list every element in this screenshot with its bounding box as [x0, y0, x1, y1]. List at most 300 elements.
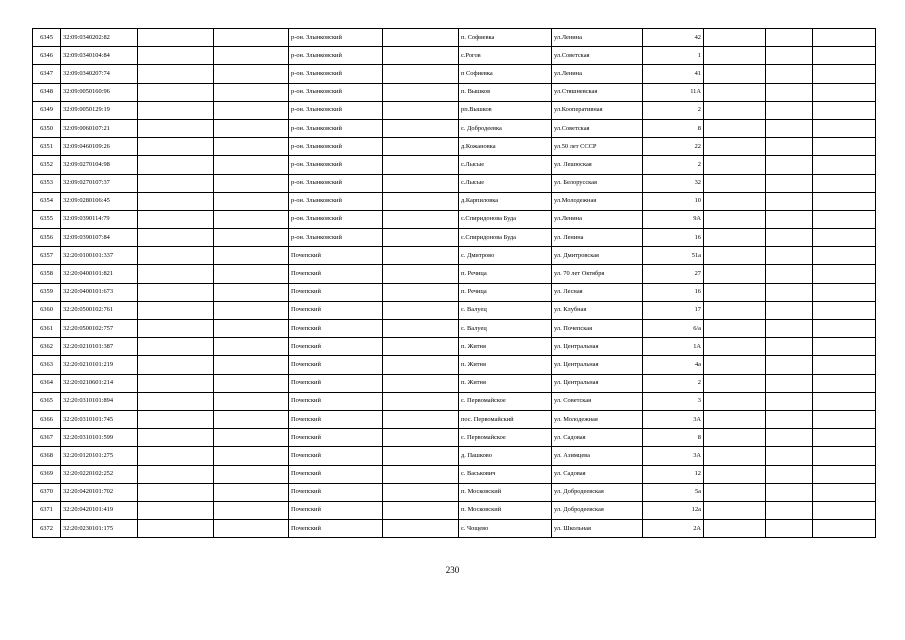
- empty-cell: [138, 138, 214, 156]
- empty-cell: [704, 174, 766, 192]
- empty-cell: [813, 229, 876, 247]
- cadastral-number-cell: 32:20:0420101:702: [61, 483, 138, 501]
- locality-cell: п. Московский: [459, 483, 552, 501]
- cadastral-number-cell: 32:09:0060107:21: [61, 119, 138, 137]
- empty-cell: [704, 210, 766, 228]
- district-cell: Почепский: [289, 501, 383, 519]
- empty-cell: [138, 192, 214, 210]
- empty-cell: [383, 101, 459, 119]
- row-number-cell: 6351: [33, 138, 61, 156]
- table-row: [33, 192, 876, 210]
- empty-cell: [813, 320, 876, 338]
- empty-cell: [383, 356, 459, 374]
- table-row: [33, 501, 876, 519]
- house-number-cell: 17: [643, 301, 704, 319]
- house-number-cell: 6/а: [643, 320, 704, 338]
- house-number-cell: 41: [643, 65, 704, 83]
- empty-cell: [214, 374, 289, 392]
- row-number-cell: 6366: [33, 410, 61, 428]
- empty-cell: [704, 465, 766, 483]
- house-number-cell: 8: [643, 429, 704, 447]
- house-number-cell: 16: [643, 283, 704, 301]
- locality-cell: с. Васькович: [459, 465, 552, 483]
- empty-cell: [138, 465, 214, 483]
- house-number-cell: 2: [643, 374, 704, 392]
- table-row: [33, 101, 876, 119]
- empty-cell: [138, 429, 214, 447]
- street-cell: ул. Молодежная: [552, 410, 643, 428]
- table-row: [33, 465, 876, 483]
- empty-cell: [704, 138, 766, 156]
- house-number-cell: 8: [643, 119, 704, 137]
- district-cell: р-он. Злынковский: [289, 119, 383, 137]
- empty-cell: [138, 247, 214, 265]
- district-cell: р-он. Злынковский: [289, 138, 383, 156]
- row-number-cell: 6370: [33, 483, 61, 501]
- house-number-cell: 32: [643, 174, 704, 192]
- empty-cell: [214, 320, 289, 338]
- house-number-cell: 22: [643, 138, 704, 156]
- empty-cell: [138, 301, 214, 319]
- cadastral-number-cell: 32:09:0270104:98: [61, 156, 138, 174]
- district-cell: Почепский: [289, 465, 383, 483]
- empty-cell: [138, 156, 214, 174]
- empty-cell: [214, 501, 289, 519]
- street-cell: ул. Дмитровская: [552, 247, 643, 265]
- district-cell: Почепский: [289, 338, 383, 356]
- street-cell: ул. Добродеевская: [552, 483, 643, 501]
- empty-cell: [704, 101, 766, 119]
- empty-cell: [766, 247, 813, 265]
- district-cell: Почепский: [289, 483, 383, 501]
- table-row: [33, 410, 876, 428]
- empty-cell: [214, 301, 289, 319]
- locality-cell: с.Рогов: [459, 47, 552, 65]
- empty-cell: [766, 210, 813, 228]
- empty-cell: [383, 374, 459, 392]
- empty-cell: [383, 210, 459, 228]
- empty-cell: [383, 301, 459, 319]
- house-number-cell: 2: [643, 101, 704, 119]
- cadastral-number-cell: 32:20:0220102:252: [61, 465, 138, 483]
- table-row: [33, 447, 876, 465]
- locality-cell: с.Спиридонова Буда: [459, 210, 552, 228]
- street-cell: ул.Молодежная: [552, 192, 643, 210]
- empty-cell: [138, 356, 214, 374]
- empty-cell: [138, 374, 214, 392]
- empty-cell: [704, 119, 766, 137]
- empty-cell: [138, 265, 214, 283]
- table-row: [33, 119, 876, 137]
- row-number-cell: 6353: [33, 174, 61, 192]
- district-cell: Почепский: [289, 410, 383, 428]
- table-row: [33, 301, 876, 319]
- street-cell: ул.Ленина: [552, 65, 643, 83]
- cadastral-number-cell: 32:09:0050160:96: [61, 83, 138, 101]
- table-row: [33, 247, 876, 265]
- empty-cell: [766, 501, 813, 519]
- locality-cell: п. Софиевка: [459, 29, 552, 47]
- table-row: [33, 83, 876, 101]
- empty-cell: [813, 156, 876, 174]
- empty-cell: [813, 356, 876, 374]
- house-number-cell: 11А: [643, 83, 704, 101]
- empty-cell: [813, 47, 876, 65]
- empty-cell: [704, 520, 766, 538]
- empty-cell: [813, 29, 876, 47]
- row-number-cell: 6360: [33, 301, 61, 319]
- empty-cell: [704, 156, 766, 174]
- table-row: [33, 210, 876, 228]
- empty-cell: [704, 338, 766, 356]
- empty-cell: [813, 483, 876, 501]
- empty-cell: [813, 283, 876, 301]
- empty-cell: [214, 229, 289, 247]
- street-cell: ул. Клубная: [552, 301, 643, 319]
- row-number-cell: 6347: [33, 65, 61, 83]
- empty-cell: [383, 192, 459, 210]
- locality-cell: п. Московский: [459, 501, 552, 519]
- locality-cell: п. Житня: [459, 338, 552, 356]
- house-number-cell: 5а: [643, 483, 704, 501]
- district-cell: р-он. Злынковский: [289, 174, 383, 192]
- empty-cell: [138, 47, 214, 65]
- empty-cell: [704, 501, 766, 519]
- locality-cell: п. Речица: [459, 283, 552, 301]
- empty-cell: [813, 247, 876, 265]
- cadastral-number-cell: 32:20:0210101:219: [61, 356, 138, 374]
- row-number-cell: 6364: [33, 374, 61, 392]
- empty-cell: [214, 138, 289, 156]
- row-number-cell: 6349: [33, 101, 61, 119]
- empty-cell: [813, 101, 876, 119]
- empty-cell: [766, 483, 813, 501]
- row-number-cell: 6358: [33, 265, 61, 283]
- table-row: [33, 174, 876, 192]
- cadastral-number-cell: 32:09:0270107:37: [61, 174, 138, 192]
- locality-cell: п Софиевка: [459, 65, 552, 83]
- district-cell: Почепский: [289, 520, 383, 538]
- house-number-cell: 3А: [643, 410, 704, 428]
- empty-cell: [383, 65, 459, 83]
- street-cell: ул. Центральная: [552, 374, 643, 392]
- row-number-cell: 6368: [33, 447, 61, 465]
- row-number-cell: 6363: [33, 356, 61, 374]
- empty-cell: [214, 483, 289, 501]
- empty-cell: [813, 174, 876, 192]
- street-cell: ул. Добродеевская: [552, 501, 643, 519]
- locality-cell: с. Валуец: [459, 301, 552, 319]
- locality-cell: с. Добродеевка: [459, 119, 552, 137]
- empty-cell: [813, 374, 876, 392]
- empty-cell: [214, 265, 289, 283]
- cadastral-number-cell: 32:20:0120101:275: [61, 447, 138, 465]
- locality-cell: рп.Вышков: [459, 101, 552, 119]
- empty-cell: [766, 520, 813, 538]
- house-number-cell: 3: [643, 392, 704, 410]
- district-cell: р-он. Злынковский: [289, 192, 383, 210]
- empty-cell: [704, 374, 766, 392]
- empty-cell: [138, 447, 214, 465]
- empty-cell: [766, 320, 813, 338]
- empty-cell: [766, 447, 813, 465]
- empty-cell: [766, 156, 813, 174]
- empty-cell: [383, 47, 459, 65]
- empty-cell: [383, 83, 459, 101]
- district-cell: Почепский: [289, 447, 383, 465]
- row-number-cell: 6350: [33, 119, 61, 137]
- street-cell: ул. Азимцева: [552, 447, 643, 465]
- empty-cell: [214, 338, 289, 356]
- row-number-cell: 6357: [33, 247, 61, 265]
- table-row: [33, 374, 876, 392]
- empty-cell: [813, 301, 876, 319]
- district-cell: Почепский: [289, 265, 383, 283]
- house-number-cell: 4а: [643, 356, 704, 374]
- page-number: 230: [445, 565, 460, 575]
- row-number-cell: 6361: [33, 320, 61, 338]
- locality-cell: п. Вышков: [459, 83, 552, 101]
- table-row: [33, 29, 876, 47]
- empty-cell: [214, 119, 289, 137]
- empty-cell: [214, 29, 289, 47]
- cadastral-number-cell: 32:09:0390114:79: [61, 210, 138, 228]
- cadastral-number-cell: 32:20:0310101:894: [61, 392, 138, 410]
- street-cell: ул.Стяшневская: [552, 83, 643, 101]
- street-cell: ул. 70 лет Октября: [552, 265, 643, 283]
- cadastral-number-cell: 32:20:0310101:599: [61, 429, 138, 447]
- district-cell: р-он. Злынковский: [289, 229, 383, 247]
- empty-cell: [383, 429, 459, 447]
- district-cell: р-он. Злынковский: [289, 29, 383, 47]
- street-cell: ул.Ленина: [552, 210, 643, 228]
- cadastral-number-cell: 32:20:0500102:761: [61, 301, 138, 319]
- district-cell: Почепский: [289, 356, 383, 374]
- locality-cell: с.Спиридонова Буда: [459, 229, 552, 247]
- empty-cell: [383, 320, 459, 338]
- table-row: [33, 483, 876, 501]
- street-cell: ул. Белорусская: [552, 174, 643, 192]
- house-number-cell: 12: [643, 465, 704, 483]
- locality-cell: с. Дмитрово: [459, 247, 552, 265]
- empty-cell: [138, 229, 214, 247]
- empty-cell: [214, 47, 289, 65]
- house-number-cell: 1: [643, 47, 704, 65]
- cadastral-number-cell: 32:09:0340104:84: [61, 47, 138, 65]
- empty-cell: [766, 392, 813, 410]
- empty-cell: [766, 356, 813, 374]
- table-row: [33, 356, 876, 374]
- empty-cell: [813, 447, 876, 465]
- empty-cell: [813, 192, 876, 210]
- locality-cell: с.Лысые: [459, 156, 552, 174]
- empty-cell: [138, 320, 214, 338]
- empty-cell: [704, 229, 766, 247]
- empty-cell: [766, 465, 813, 483]
- table-row: [33, 392, 876, 410]
- row-number-cell: 6352: [33, 156, 61, 174]
- empty-cell: [214, 174, 289, 192]
- empty-cell: [383, 465, 459, 483]
- empty-cell: [813, 429, 876, 447]
- table-row: [33, 156, 876, 174]
- empty-cell: [138, 101, 214, 119]
- empty-cell: [813, 265, 876, 283]
- empty-cell: [766, 301, 813, 319]
- locality-cell: с. Валуец: [459, 320, 552, 338]
- empty-cell: [766, 174, 813, 192]
- street-cell: ул. Садовая: [552, 465, 643, 483]
- table-row: [33, 265, 876, 283]
- empty-cell: [214, 356, 289, 374]
- empty-cell: [704, 47, 766, 65]
- empty-cell: [766, 429, 813, 447]
- row-number-cell: 6345: [33, 29, 61, 47]
- district-cell: Почепский: [289, 283, 383, 301]
- empty-cell: [766, 265, 813, 283]
- street-cell: ул.Ленина: [552, 29, 643, 47]
- street-cell: ул. Лешюская: [552, 156, 643, 174]
- empty-cell: [766, 338, 813, 356]
- locality-cell: п. Речица: [459, 265, 552, 283]
- empty-cell: [383, 156, 459, 174]
- empty-cell: [214, 429, 289, 447]
- empty-cell: [813, 138, 876, 156]
- row-number-cell: 6371: [33, 501, 61, 519]
- empty-cell: [138, 29, 214, 47]
- empty-cell: [813, 410, 876, 428]
- empty-cell: [383, 174, 459, 192]
- empty-cell: [704, 320, 766, 338]
- empty-cell: [138, 174, 214, 192]
- empty-cell: [383, 410, 459, 428]
- empty-cell: [704, 356, 766, 374]
- empty-cell: [766, 410, 813, 428]
- row-number-cell: 6355: [33, 210, 61, 228]
- empty-cell: [138, 83, 214, 101]
- empty-cell: [383, 247, 459, 265]
- empty-cell: [383, 283, 459, 301]
- district-cell: р-он. Злынковский: [289, 83, 383, 101]
- empty-cell: [766, 119, 813, 137]
- street-cell: ул.Кооперативная: [552, 101, 643, 119]
- empty-cell: [813, 465, 876, 483]
- cadastral-number-cell: 32:09:0390107:84: [61, 229, 138, 247]
- district-cell: р-он. Злынковский: [289, 101, 383, 119]
- empty-cell: [766, 83, 813, 101]
- locality-cell: д.Кожановка: [459, 138, 552, 156]
- cadastral-number-cell: 32:09:0050129:19: [61, 101, 138, 119]
- empty-cell: [766, 229, 813, 247]
- empty-cell: [383, 501, 459, 519]
- row-number-cell: 6356: [33, 229, 61, 247]
- row-number-cell: 6362: [33, 338, 61, 356]
- empty-cell: [766, 101, 813, 119]
- locality-cell: п. Житня: [459, 374, 552, 392]
- cadastral-number-cell: 32:20:0100101:337: [61, 247, 138, 265]
- empty-cell: [704, 65, 766, 83]
- empty-cell: [383, 229, 459, 247]
- empty-cell: [214, 410, 289, 428]
- empty-cell: [138, 520, 214, 538]
- house-number-cell: 2А: [643, 520, 704, 538]
- district-cell: р-он. Злынковский: [289, 210, 383, 228]
- table-row: [33, 320, 876, 338]
- row-number-cell: 6346: [33, 47, 61, 65]
- empty-cell: [704, 429, 766, 447]
- row-number-cell: 6365: [33, 392, 61, 410]
- district-cell: р-он. Злынковский: [289, 47, 383, 65]
- street-cell: ул. Садовая: [552, 429, 643, 447]
- street-cell: ул.50 лет СССР: [552, 138, 643, 156]
- empty-cell: [813, 119, 876, 137]
- empty-cell: [704, 192, 766, 210]
- cadastral-number-cell: 32:20:0400101:673: [61, 283, 138, 301]
- empty-cell: [704, 483, 766, 501]
- empty-cell: [214, 283, 289, 301]
- locality-cell: с. Первомайское: [459, 392, 552, 410]
- empty-cell: [813, 65, 876, 83]
- empty-cell: [214, 247, 289, 265]
- empty-cell: [138, 65, 214, 83]
- table-row: [33, 65, 876, 83]
- empty-cell: [766, 374, 813, 392]
- empty-cell: [704, 83, 766, 101]
- empty-cell: [138, 119, 214, 137]
- empty-cell: [704, 392, 766, 410]
- district-cell: Почепский: [289, 301, 383, 319]
- cadastral-number-cell: 32:09:0340207:74: [61, 65, 138, 83]
- empty-cell: [383, 138, 459, 156]
- empty-cell: [383, 265, 459, 283]
- house-number-cell: 27: [643, 265, 704, 283]
- empty-cell: [138, 410, 214, 428]
- row-number-cell: 6354: [33, 192, 61, 210]
- table-body: [33, 29, 876, 538]
- empty-cell: [214, 83, 289, 101]
- table-row: [33, 138, 876, 156]
- empty-cell: [214, 156, 289, 174]
- empty-cell: [138, 283, 214, 301]
- empty-cell: [214, 520, 289, 538]
- street-cell: ул.Советская: [552, 119, 643, 137]
- empty-cell: [214, 192, 289, 210]
- cadastral-number-cell: 32:09:0340202:82: [61, 29, 138, 47]
- cadastral-number-cell: 32:20:0500102:757: [61, 320, 138, 338]
- empty-cell: [704, 247, 766, 265]
- table-row: [33, 47, 876, 65]
- empty-cell: [813, 210, 876, 228]
- empty-cell: [214, 101, 289, 119]
- cadastral-number-cell: 32:20:0310101:745: [61, 410, 138, 428]
- empty-cell: [138, 210, 214, 228]
- cadastral-number-cell: 32:20:0230101:175: [61, 520, 138, 538]
- empty-cell: [704, 447, 766, 465]
- empty-cell: [138, 501, 214, 519]
- street-cell: ул. Ленина: [552, 229, 643, 247]
- empty-cell: [766, 29, 813, 47]
- empty-cell: [766, 65, 813, 83]
- table-row: [33, 229, 876, 247]
- district-cell: Почепский: [289, 392, 383, 410]
- district-cell: Почепский: [289, 429, 383, 447]
- empty-cell: [813, 83, 876, 101]
- empty-cell: [214, 65, 289, 83]
- empty-cell: [813, 392, 876, 410]
- house-number-cell: 2: [643, 156, 704, 174]
- row-number-cell: 6372: [33, 520, 61, 538]
- empty-cell: [383, 483, 459, 501]
